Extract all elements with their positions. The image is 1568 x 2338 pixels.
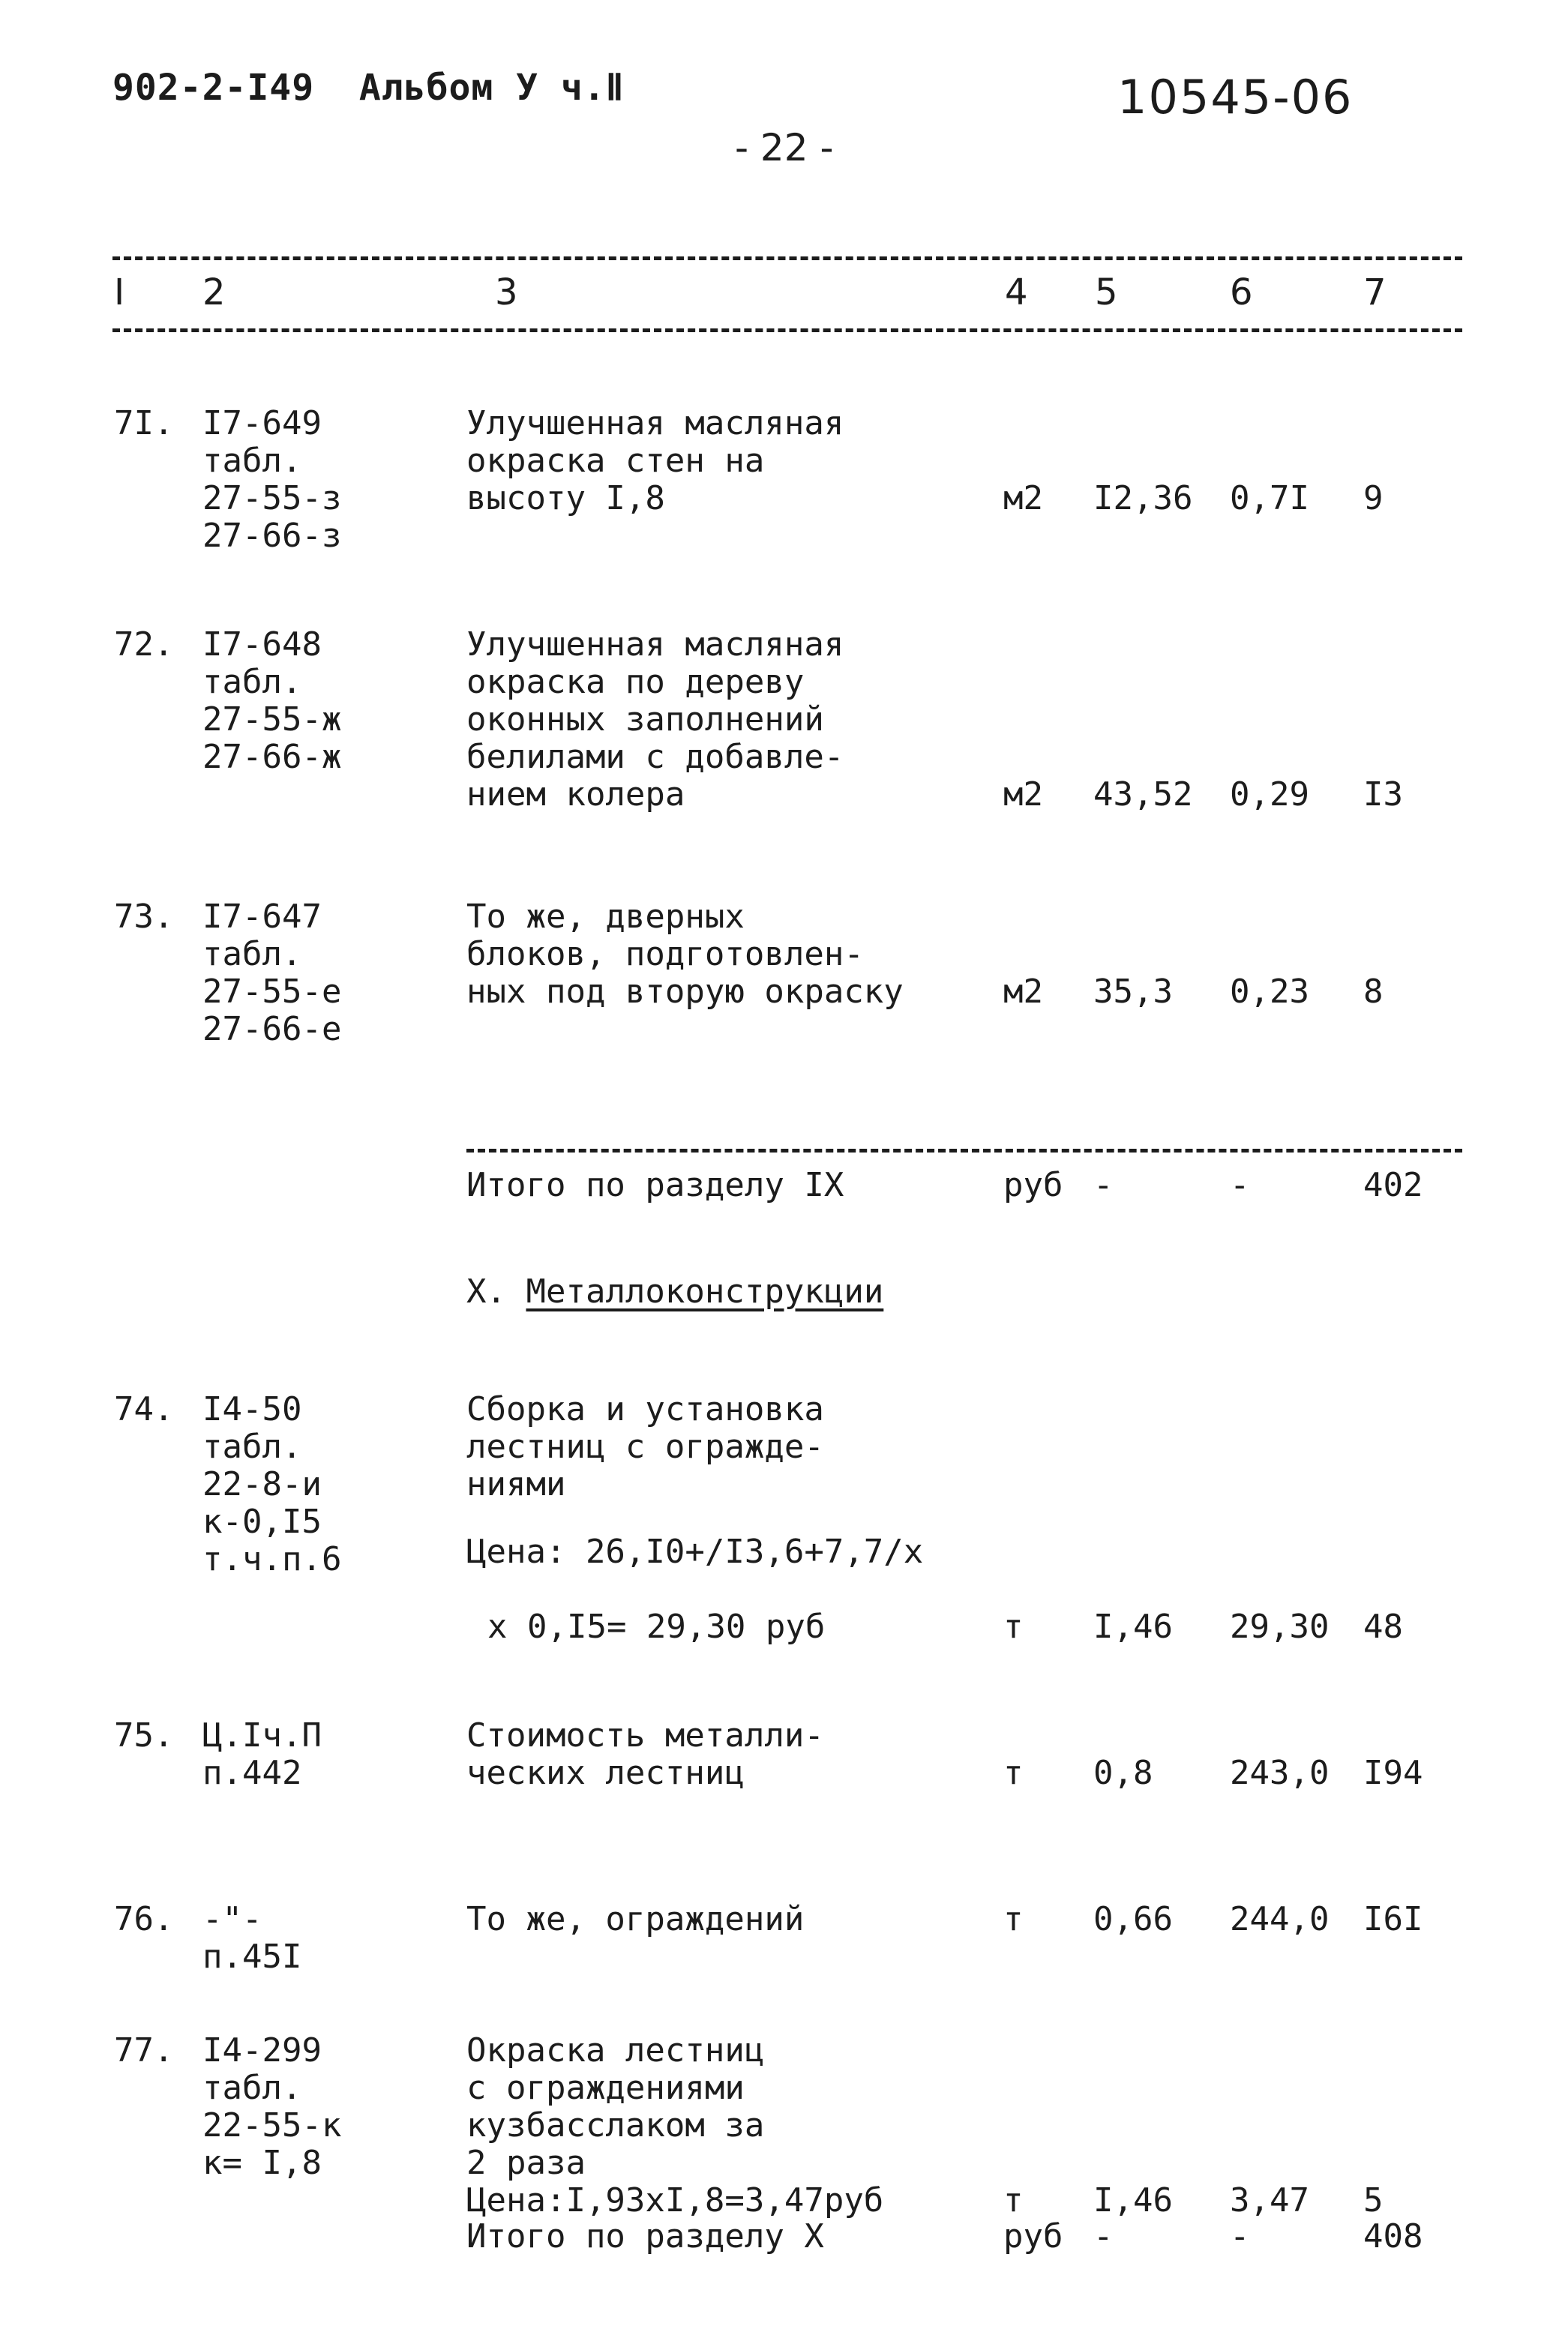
column-header-1: I [114, 271, 125, 313]
row-total: I6I [1363, 1900, 1423, 1938]
row-total: 5 [1363, 2181, 1384, 2220]
row-total: 8 [1363, 973, 1384, 1011]
row-code: I4-299 табл. 22-55-к к= I,8 [202, 2031, 342, 2182]
row-description: Улучшенная масляная окраска по дереву оконных заполнений белилами с добавле- нием колера [466, 625, 844, 814]
price-formula-continued: х 0,I5= 29,30 руб [487, 1608, 826, 1646]
column-header-6: 6 [1230, 271, 1253, 313]
subtotal-quantity: - [1093, 1166, 1114, 1204]
subtotal-price: - [1230, 2217, 1250, 2256]
row-total: I94 [1363, 1754, 1423, 1792]
row-quantity: 0,66 [1093, 1900, 1173, 1938]
row-code: I4-50 табл. 22-8-и к-0,I5 т.ч.п.6 [202, 1390, 342, 1578]
row-description: То же, дверных блоков, подготовлен- ных под вторую окраску [466, 898, 904, 1011]
row-code: -"- п.45I [202, 1900, 302, 1976]
row-description: То же, ограждений [466, 1900, 805, 1938]
row-description: Стоимость металли- ческих лестниц [466, 1716, 824, 1792]
row-code: Ц.Iч.П п.442 [202, 1716, 322, 1792]
row-number: 72. [114, 625, 174, 664]
subtotal-unit: руб [1003, 2217, 1063, 2256]
subtotal-quantity: - [1093, 2217, 1114, 2256]
handwritten-stamp-number: 10545-06 [1117, 70, 1354, 124]
row-quantity: I2,36 [1093, 479, 1193, 517]
table-header-rule [112, 328, 1462, 332]
row-code: I7-648 табл. 27-55-ж 27-66-ж [202, 625, 342, 776]
subtotal-unit: руб [1003, 1166, 1063, 1204]
row-unit-price: 244,0 [1230, 1900, 1330, 1938]
row-unit: т [1003, 2181, 1024, 2220]
subtotal-price: - [1230, 1166, 1250, 1204]
row-quantity: 43,52 [1093, 775, 1193, 814]
row-code: I7-649 табл. 27-55-з 27-66-з [202, 404, 342, 555]
table-top-rule [112, 256, 1462, 260]
subtotal-label: Итого по разделу Х [466, 2217, 824, 2256]
row-number: 76. [114, 1900, 174, 1938]
row-quantity: I,46 [1093, 2181, 1173, 2220]
row-description: Сборка и установка лестниц с огражде- ниями [466, 1390, 824, 1503]
subtotal-total: 408 [1363, 2217, 1423, 2256]
column-header-4: 4 [1005, 271, 1028, 313]
column-header-5: 5 [1095, 271, 1118, 313]
column-header-7: 7 [1363, 271, 1387, 313]
row-unit: т [1003, 1754, 1024, 1792]
column-header-2: 2 [202, 271, 226, 313]
subtotal-rule [466, 1149, 1462, 1153]
row-quantity: 0,8 [1093, 1754, 1153, 1792]
row-quantity: I,46 [1093, 1608, 1173, 1646]
row-unit: т [1003, 1900, 1024, 1938]
row-unit-price: 243,0 [1230, 1754, 1330, 1792]
column-header-3: 3 [495, 271, 518, 313]
row-total: 48 [1363, 1608, 1403, 1646]
row-number: 77. [114, 2031, 174, 2070]
row-number: 7I. [114, 404, 174, 442]
price-formula: Цена: 26,I0+/I3,6+7,7/х [466, 1533, 924, 1571]
row-description: Окраска лестниц с ограждениями кузбасслаком за 2 раза Цена:I,93хI,8=3,47руб [466, 2031, 884, 2220]
section-title: Х. Металлоконструкции [466, 1272, 884, 1311]
row-unit: м2 [1003, 479, 1043, 517]
row-code: I7-647 табл. 27-55-е 27-66-е [202, 898, 342, 1048]
subtotal-total: 402 [1363, 1166, 1423, 1204]
row-number: 73. [114, 898, 174, 936]
row-unit-price: 0,29 [1230, 775, 1309, 814]
row-unit-price: 3,47 [1230, 2181, 1309, 2220]
row-unit-price: 29,30 [1230, 1608, 1330, 1646]
row-unit: т [1003, 1608, 1024, 1646]
row-unit-price: 0,7I [1230, 479, 1309, 517]
document-reference: 902-2-I49 Альбом У ч.Ⅱ [112, 67, 625, 109]
row-unit: м2 [1003, 973, 1043, 1011]
row-quantity: 35,3 [1093, 973, 1173, 1011]
row-unit-price: 0,23 [1230, 973, 1309, 1011]
row-unit: м2 [1003, 775, 1043, 814]
row-total: I3 [1363, 775, 1403, 814]
row-number: 74. [114, 1390, 174, 1428]
page-number: - 22 - [735, 126, 834, 169]
row-total: 9 [1363, 479, 1384, 517]
subtotal-label: Итого по разделу IX [466, 1166, 844, 1204]
row-number: 75. [114, 1716, 174, 1755]
row-description: Улучшенная масляная окраска стен на высоту I,8 [466, 404, 844, 517]
